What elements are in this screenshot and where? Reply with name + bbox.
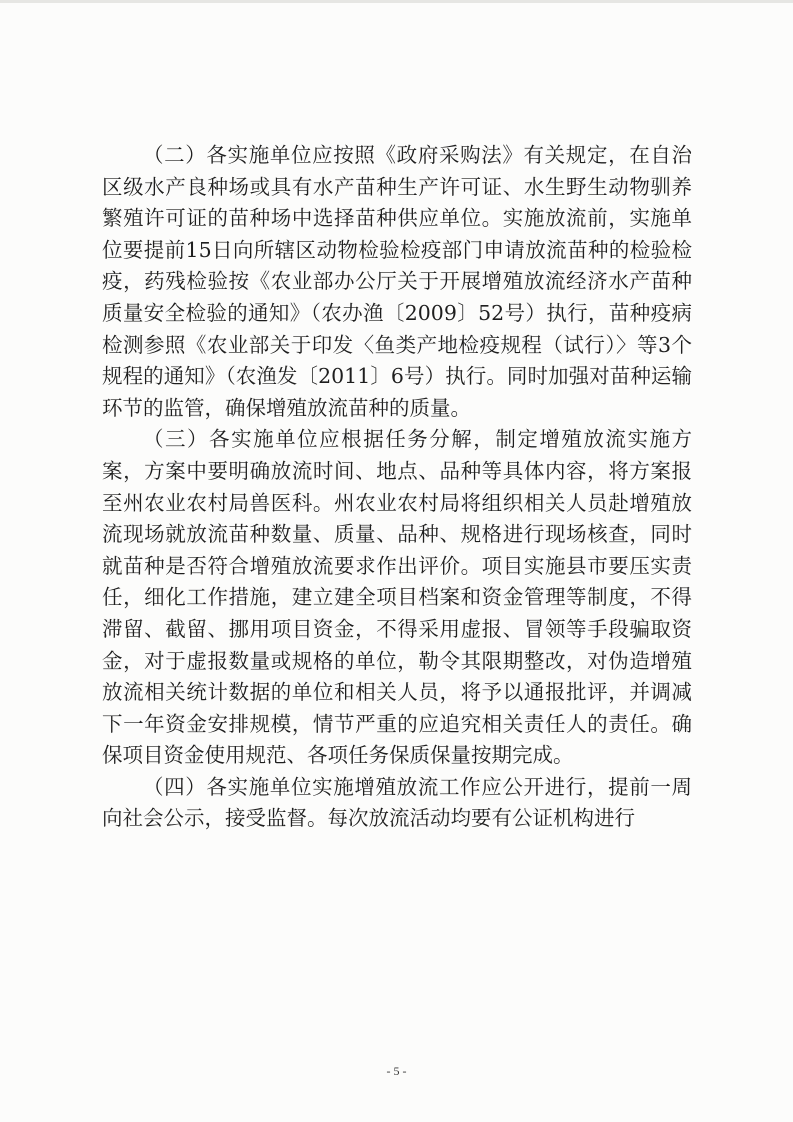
paragraph-3: （三）各实施单位应根据任务分解，制定增殖放流实施方案，方案中要明确放流时间、地点、品种等具体内容，将方案报至州农业农村局兽医科。州农业农村局将组织相关人员赴增殖放流现场就放流苗种数量、质量、品种、规格进行现场核查，同时就苗种是否符合增殖放流要求作出评价。项目实施县市要压实责任，细化工作措施，建立建全项目档案和资金管理等制度，不得滞留、截留、挪用项目资金，不得采用虚报、冒领等手段骗取资金，对于虚报数量或规格的单位，勒令其限期整改，对伪造增殖放流相关统计数据的单位和相关人员，将予以通报批评，并调减下一年资金安排规模，情节严重的应追究相关责任人的责任。确保项目资金使用规范、各项任务保质保量按期完成。 [102,427,692,768]
document-body [102,140,692,835]
paragraph-4: （四）各实施单位实施增殖放流工作应公开进行，提前一周向社会公示，接受监督。每次放流活动均要有公证机构进行 [102,774,692,831]
page-number: - 5 - [386,1064,407,1078]
paragraph-2: （二）各实施单位应按照《政府采购法》有关规定，在自治区级水产良种场或具有水产苗种生产许可证、水生野生动物驯养繁殖许可证的苗种场中选择苗种供应单位。实施放流前，实施单位要提前15日向所辖区动物检验检疫部门申请放流苗种的检验检疫，药残检验按《农业部办公厅关于开展增殖放流经济水产苗种质量安全检验的通知》（农办渔〔2009〕52号）执行，苗种疫病检测参照《农业部关于印发〈鱼类产地检疫规程（试行）〉等3个规程的通知》（农渔发〔2011〕6号）执行。同时加强对苗种运输环节的监管，确保增殖放流苗种的质量。 [102,143,692,420]
scan-edge [0,0,793,3]
